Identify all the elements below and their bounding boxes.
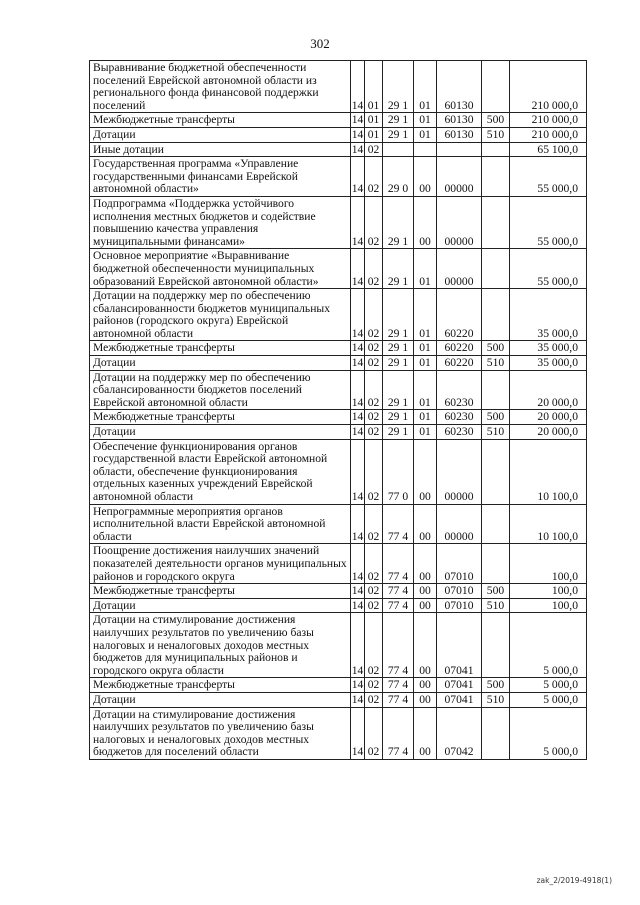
table-row: [90, 584, 587, 599]
table-row: [90, 504, 587, 544]
row-expense-type: [482, 196, 510, 248]
row-direction-code: [437, 142, 482, 157]
row-section: 14: [351, 157, 365, 197]
row-event-code: 01: [414, 425, 437, 440]
row-section: 14: [351, 113, 364, 127]
row-name: Межбюджетные трансферты: [90, 584, 351, 599]
row-program-code: 29 0: [383, 157, 414, 197]
row-subsection: 02: [365, 196, 383, 248]
row-name: Дотации: [90, 127, 351, 142]
row-name: Дотации: [90, 692, 351, 707]
row-program-code: 29 1: [383, 341, 414, 356]
row-name: Дотации: [90, 598, 351, 613]
row-section: 14: [351, 289, 365, 341]
row-program-code: 77 0: [383, 439, 414, 504]
row-program-code: 29 1: [383, 425, 414, 440]
row-amount: 5 000,0: [510, 613, 587, 678]
row-section: 14: [351, 370, 365, 410]
row-program-code: 77 4: [383, 692, 414, 707]
row-program-code: 29 1: [383, 410, 414, 425]
row-subsection: 02: [365, 544, 383, 584]
row-expense-type: 510: [482, 127, 510, 142]
row-section: 14: [351, 707, 365, 759]
row-amount: 35 000,0: [510, 341, 587, 356]
row-name: Дотации: [90, 356, 351, 371]
row-program-code: 29 1: [383, 113, 414, 128]
row-direction-code: 60130: [437, 127, 482, 142]
row-section: 14: [351, 692, 364, 706]
row-expense-type: 510: [482, 425, 510, 440]
row-program-code: 77 4: [383, 678, 414, 693]
row-subsection: 01: [365, 127, 383, 142]
table-row: [90, 707, 587, 759]
row-expense-type: 500: [482, 678, 510, 693]
row-amount: 5 000,0: [510, 678, 587, 693]
row-amount: 55 000,0: [510, 249, 587, 289]
row-direction-code: 07010: [437, 584, 482, 599]
row-subsection: 02: [365, 504, 383, 544]
row-direction-code: 60230: [437, 370, 482, 410]
row-expense-type: [482, 157, 510, 197]
row-section: 14: [351, 410, 364, 424]
row-event-code: 00: [414, 504, 437, 544]
row-subsection: 02: [365, 692, 383, 707]
row-program-code: 29 1: [383, 356, 414, 371]
row-section: 14: [351, 598, 364, 612]
row-name: Дотации на поддержку мер по обеспечению сбалансированности бюджетов муниципальных районов (городского округа) Еврейской автономной области: [90, 289, 351, 341]
row-section: 14: [351, 249, 365, 289]
row-amount: 35 000,0: [510, 289, 587, 341]
row-direction-code: 60130: [437, 61, 482, 113]
row-subsection: 02: [365, 613, 383, 678]
table-row: [90, 249, 587, 289]
row-expense-type: [482, 142, 510, 157]
row-name: Государственная программа «Управление государственными финансами Еврейской автономной области»: [90, 157, 351, 197]
row-expense-type: [482, 504, 510, 544]
table-row: [90, 692, 587, 707]
row-subsection: 02: [365, 157, 383, 197]
row-name: Подпрограмма «Поддержка устойчивого исполнения местных бюджетов и содействие повышению качества управления муниципальными финансами»: [90, 196, 351, 248]
row-subsection: 02: [365, 289, 383, 341]
row-program-code: 77 4: [383, 584, 414, 599]
row-subsection: 02: [365, 356, 383, 371]
row-expense-type: [482, 61, 510, 113]
row-event-code: 01: [414, 61, 437, 113]
row-expense-type: [482, 439, 510, 504]
row-direction-code: 60220: [437, 289, 482, 341]
row-amount: 10 100,0: [510, 504, 587, 544]
row-section: 14: [351, 425, 364, 439]
row-event-code: 01: [414, 341, 437, 356]
row-expense-type: 510: [482, 598, 510, 613]
row-program-code: 29 1: [383, 289, 414, 341]
row-subsection: 01: [365, 61, 383, 113]
table-row: [90, 142, 587, 157]
table-row: [90, 544, 587, 584]
row-amount: 35 000,0: [510, 356, 587, 371]
row-program-code: 77 4: [383, 544, 414, 584]
table-row: [90, 356, 587, 371]
row-amount: 100,0: [510, 544, 587, 584]
row-direction-code: 07041: [437, 692, 482, 707]
row-subsection: 01: [365, 113, 383, 128]
row-amount: 20 000,0: [510, 370, 587, 410]
row-event-code: 01: [414, 410, 437, 425]
row-expense-type: [482, 249, 510, 289]
row-program-code: 29 1: [383, 249, 414, 289]
row-subsection: 02: [365, 678, 383, 693]
row-event-code: 01: [414, 113, 437, 128]
row-event-code: 00: [414, 196, 437, 248]
row-subsection: 02: [365, 707, 383, 759]
row-expense-type: [482, 707, 510, 759]
row-subsection: 02: [365, 341, 383, 356]
row-section: 14: [351, 127, 364, 141]
row-name: Непрограммные мероприятия органов исполнительной власти Еврейской автономной области: [90, 504, 351, 544]
row-section: 14: [351, 544, 365, 584]
row-expense-type: 510: [482, 692, 510, 707]
row-name: Дотации на стимулирование достижения наилучших результатов по увеличению базы налоговых и неналоговых доходов местных бюджетов для поселений области: [90, 707, 351, 759]
row-section: 14: [351, 341, 364, 355]
row-expense-type: 500: [482, 341, 510, 356]
row-direction-code: 00000: [437, 439, 482, 504]
row-name: Дотации на поддержку мер по обеспечению сбалансированности бюджетов поселений Еврейской автономной области: [90, 370, 351, 410]
row-direction-code: 60230: [437, 410, 482, 425]
row-direction-code: 00000: [437, 157, 482, 197]
table-row: [90, 613, 587, 678]
row-program-code: 29 1: [383, 196, 414, 248]
row-program-code: 29 1: [383, 61, 414, 113]
budget-table-body: [90, 61, 587, 760]
row-name: Дотации на стимулирование достижения наилучших результатов по увеличению базы налоговых и неналоговых доходов местных бюджетов для муниципальных районов и городского округа области: [90, 613, 351, 678]
table-row: [90, 341, 587, 356]
row-program-code: [383, 142, 414, 157]
row-event-code: 00: [414, 678, 437, 693]
table-row: [90, 678, 587, 693]
row-direction-code: 07041: [437, 613, 482, 678]
row-expense-type: 510: [482, 356, 510, 371]
row-event-code: 01: [414, 249, 437, 289]
row-expense-type: 500: [482, 113, 510, 128]
row-direction-code: 07042: [437, 707, 482, 759]
row-expense-type: [482, 289, 510, 341]
row-amount: 20 000,0: [510, 410, 587, 425]
row-expense-type: [482, 613, 510, 678]
row-amount: 65 100,0: [510, 142, 587, 157]
row-direction-code: 07041: [437, 678, 482, 693]
row-amount: 20 000,0: [510, 425, 587, 440]
row-program-code: 77 4: [383, 598, 414, 613]
row-direction-code: 00000: [437, 249, 482, 289]
row-direction-code: 60220: [437, 341, 482, 356]
row-event-code: [414, 142, 437, 157]
row-event-code: 01: [414, 370, 437, 410]
row-event-code: 00: [414, 157, 437, 197]
row-amount: 210 000,0: [510, 127, 587, 142]
row-name: Дотации: [90, 425, 351, 440]
row-subsection: 02: [365, 584, 383, 599]
table-row: [90, 289, 587, 341]
row-amount: 55 000,0: [510, 196, 587, 248]
row-amount: 100,0: [510, 584, 587, 599]
row-direction-code: 07010: [437, 598, 482, 613]
row-expense-type: 500: [482, 410, 510, 425]
row-event-code: 01: [414, 356, 437, 371]
table-row: [90, 113, 587, 128]
row-program-code: 29 1: [383, 370, 414, 410]
row-event-code: 00: [414, 439, 437, 504]
table-row: [90, 127, 587, 142]
row-subsection: 02: [365, 410, 383, 425]
row-amount: 5 000,0: [510, 707, 587, 759]
row-section: 14: [351, 439, 365, 504]
row-direction-code: 60230: [437, 425, 482, 440]
table-row: [90, 598, 587, 613]
row-event-code: 01: [414, 289, 437, 341]
row-event-code: 00: [414, 544, 437, 584]
row-direction-code: 00000: [437, 196, 482, 248]
row-name: Обеспечение функционирования органов государственной власти Еврейской автономной области, обеспечение функционирования отдельных казенных учреждений Еврейской автономной области: [90, 439, 351, 504]
row-amount: 5 000,0: [510, 692, 587, 707]
row-event-code: 00: [414, 692, 437, 707]
row-program-code: 77 4: [383, 613, 414, 678]
row-direction-code: 00000: [437, 504, 482, 544]
row-section: 14: [351, 504, 365, 544]
row-subsection: 02: [365, 370, 383, 410]
row-program-code: 77 4: [383, 707, 414, 759]
row-direction-code: 60220: [437, 356, 482, 371]
row-subsection: 02: [365, 425, 383, 440]
row-name: Выравнивание бюджетной обеспеченности поселений Еврейской автономной области из регионального фонда финансовой поддержки поселений: [90, 61, 351, 113]
row-name: Межбюджетные трансферты: [90, 113, 351, 128]
row-amount: 10 100,0: [510, 439, 587, 504]
row-subsection: 02: [365, 142, 383, 157]
row-name: Межбюджетные трансферты: [90, 410, 351, 425]
row-direction-code: 60130: [437, 113, 482, 128]
row-section: 14: [351, 613, 365, 678]
row-direction-code: 07010: [437, 544, 482, 584]
row-program-code: 29 1: [383, 127, 414, 142]
row-subsection: 02: [365, 439, 383, 504]
row-section: 14: [351, 678, 364, 692]
table-row: [90, 425, 587, 440]
row-name: Межбюджетные трансферты: [90, 341, 351, 356]
row-expense-type: [482, 370, 510, 410]
row-event-code: 01: [414, 127, 437, 142]
page-number: 302: [310, 36, 330, 51]
row-event-code: 00: [414, 584, 437, 599]
row-expense-type: 500: [482, 584, 510, 599]
row-event-code: 00: [414, 613, 437, 678]
row-name: Межбюджетные трансферты: [90, 678, 351, 693]
row-subsection: 02: [365, 249, 383, 289]
table-row: [90, 196, 587, 248]
row-section: 14: [351, 584, 364, 598]
row-section: 14: [351, 356, 364, 370]
row-amount: 55 000,0: [510, 157, 587, 197]
table-row: [90, 61, 587, 113]
row-name: Иные дотации: [90, 142, 351, 157]
row-event-code: 00: [414, 598, 437, 613]
row-amount: 100,0: [510, 598, 587, 613]
table-row: [90, 439, 587, 504]
row-amount: 210 000,0: [510, 61, 587, 113]
footer-code: zak_2/2019-4918(1): [536, 876, 612, 885]
row-amount: 210 000,0: [510, 113, 587, 128]
table-row: [90, 410, 587, 425]
row-program-code: 77 4: [383, 504, 414, 544]
row-section: 14: [351, 142, 364, 156]
row-name: Основное мероприятие «Выравнивание бюджетной обеспеченности муниципальных образований Еврейской автономной области»: [90, 249, 351, 289]
row-subsection: 02: [365, 598, 383, 613]
table-row: [90, 370, 587, 410]
row-section: 14: [351, 61, 365, 113]
row-name: Поощрение достижения наилучших значений показателей деятельности органов муниципальных районов и городского округа: [90, 544, 351, 584]
budget-table: [89, 60, 587, 760]
row-section: 14: [351, 196, 365, 248]
table-row: [90, 157, 587, 197]
row-event-code: 00: [414, 707, 437, 759]
row-expense-type: [482, 544, 510, 584]
